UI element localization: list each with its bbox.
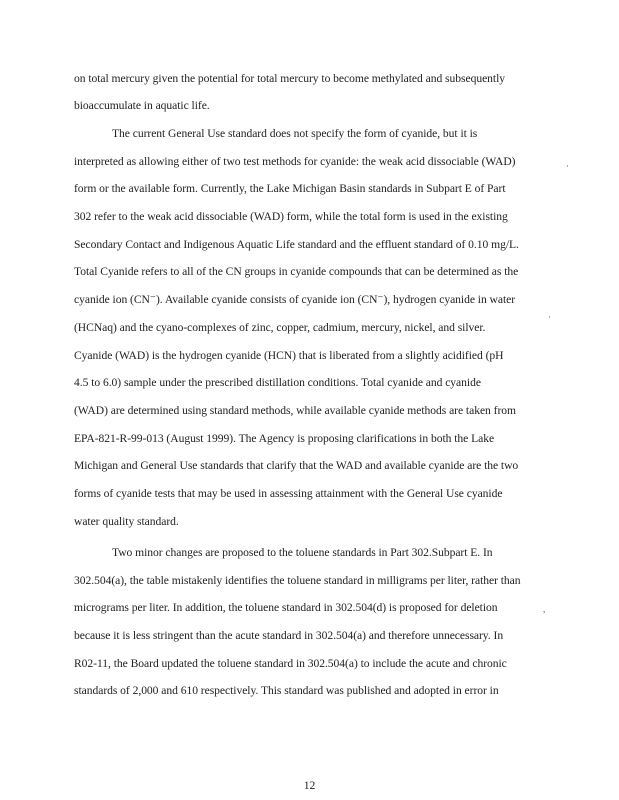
text-line: Michigan and General Use standards that clarify that the WAD and available cyanide are the two	[74, 459, 519, 472]
scan-speck: ,	[543, 604, 546, 614]
text-line: bioaccumulate in aquatic life.	[74, 99, 210, 112]
text-line: Total Cyanide refers to all of the CN groups in cyanide compounds that can be determined as the	[74, 265, 519, 278]
text-line: Two minor changes are proposed to the toluene standards in Part 302.Subpart E. In	[112, 546, 493, 559]
text-line: 302 refer to the weak acid dissociable (WAD) form, while the total form is used in the existing	[74, 210, 508, 223]
text-line: interpreted as allowing either of two test methods for cyanide: the weak acid dissociable (WAD)	[74, 155, 516, 168]
text-line: cyanide ion (CN⁻). Available cyanide consists of cyanide ion (CN⁻), hydrogen cyanide in water	[74, 293, 516, 306]
page-number: 12	[303, 779, 316, 792]
text-line: The current General Use standard does not specify the form of cyanide, but it is	[112, 127, 478, 140]
text-line: micrograms per liter. In addition, the toluene standard in 302.504(d) is proposed for deletion	[74, 601, 498, 614]
text-line: forms of cyanide tests that may be used in assessing attainment with the General Use cyanide	[74, 487, 503, 500]
text-line: (HCNaq) and the cyano-complexes of zinc, copper, cadmium, mercury, nickel, and silver.	[74, 321, 486, 334]
scan-speck: ·	[548, 312, 551, 322]
text-line: EPA-821-R-99-013 (August 1999). The Agency is proposing clarifications in both the Lake	[74, 432, 495, 445]
text-line: (WAD) are determined using standard methods, while available cyanide methods are taken from	[74, 404, 516, 417]
text-line: standards of 2,000 and 610 respectively. This standard was published and adopted in error in	[74, 684, 499, 697]
text-line: Cyanide (WAD) is the hydrogen cyanide (HCN) that is liberated from a slightly acidified (pH	[74, 349, 504, 362]
text-line: 302.504(a), the table mistakenly identifies the toluene standard in milligrams per liter, rather than	[74, 574, 521, 587]
text-line: on total mercury given the potential for total mercury to become methylated and subsequently	[74, 72, 505, 85]
text-line: R02-11, the Board updated the toluene standard in 302.504(a) to include the acute and chronic	[74, 657, 507, 670]
text-line: because it is less stringent than the acute standard in 302.504(a) and therefore unnecessary. In	[74, 629, 504, 642]
text-line: 4.5 to 6.0) sample under the prescribed distillation conditions. Total cyanide and cyanide	[74, 376, 481, 389]
text-line: Secondary Contact and Indigenous Aquatic Life standard and the effluent standard of 0.10 mg/L.	[74, 238, 519, 251]
text-line: water quality standard.	[74, 515, 179, 528]
scan-speck: ·	[566, 161, 569, 171]
text-line: form or the available form. Currently, the Lake Michigan Basin standards in Subpart E of Part	[74, 182, 506, 195]
